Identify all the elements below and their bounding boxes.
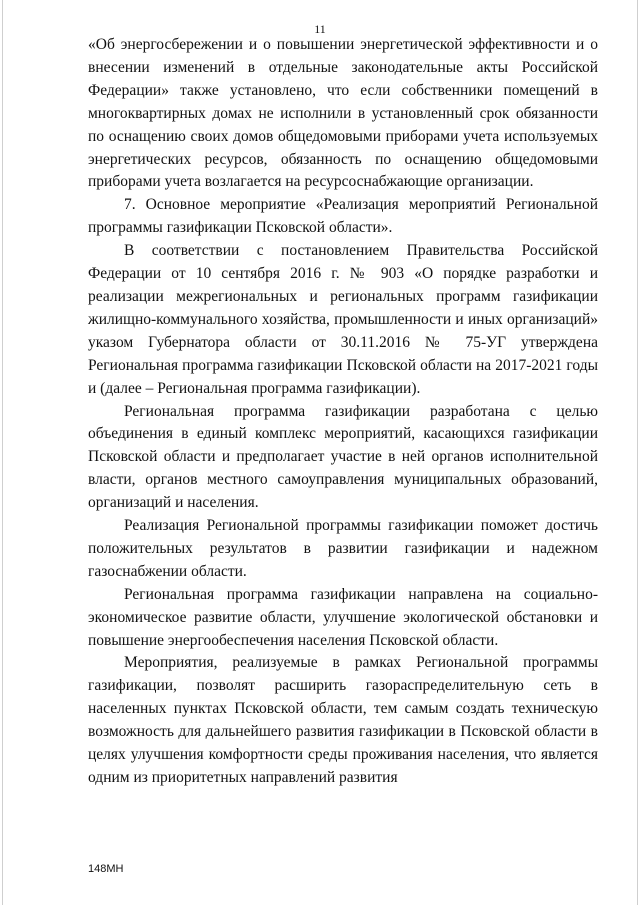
- paragraph: В соответствии с постановлением Правительства Российской Федерации от 10 сентября 2016 г. № 903 «О порядке разработки и реализации межрегиональных и региональных программ газификации жилищно-коммунального хозяйства, промышленности и иных организаций» указом Губернатора области от 30.11.2016 № 75-УГ утверждена Региональная программа газификации Псковской области на 2017-2021 годы и (далее – Региональная программа газификации).: [88, 242, 598, 397]
- paragraph-section-heading: 7. Основное мероприятие «Реализация мероприятий Региональной программы газификации Псковской области».: [88, 196, 598, 237]
- scan-edge-left: [2, 0, 3, 905]
- paragraph: Региональная программа газификации направлена на социально-экономическое развитие области, улучшение экологической обстановки и повышение энергообеспечения населения Псковской области.: [88, 585, 598, 649]
- paragraph: Мероприятия, реализуемые в рамках Региональной программы газификации, позволят расширить газораспределительную сеть в населенных пунктах Псковской области, тем самым создать техническую возможность для дальнейшего развития газификации в Псковской области в целях улучшения комфортности среды проживания населения, что является одним из приоритетных направлений развития: [88, 654, 598, 786]
- document-code: 148МН: [88, 863, 124, 875]
- paragraph: Реализация Региональной программы газификации поможет достичь положительных результатов в развитии газификации и надежном газоснабжении области.: [88, 517, 598, 580]
- paragraph-continuation: «Об энергосбережении и о повышении энергетической эффективности и о внесении изменений в отдельные законодательные акты Российской Федерации» также установлено, что если собственники помещений в многоквартирных домах не исполнили в установленный срок обязанности по оснащению своих домов общедомовыми приборами учета используемых энергетических ресурсов, обязанность по оснащению общедомовыми приборами учета возлагается на ресурсоснабжающие организации.: [88, 36, 598, 191]
- scan-edge-right: [637, 0, 638, 905]
- document-body: [88, 34, 598, 790]
- paragraph: Региональная программа газификации разработана с целью объединения в единый комплекс мероприятий, касающихся газификации Псковской области и предполагает участие в ней органов исполнительной власти, органов местного самоуправления муниципальных образований, организаций и населения.: [88, 402, 598, 512]
- page-number: 11: [314, 22, 326, 36]
